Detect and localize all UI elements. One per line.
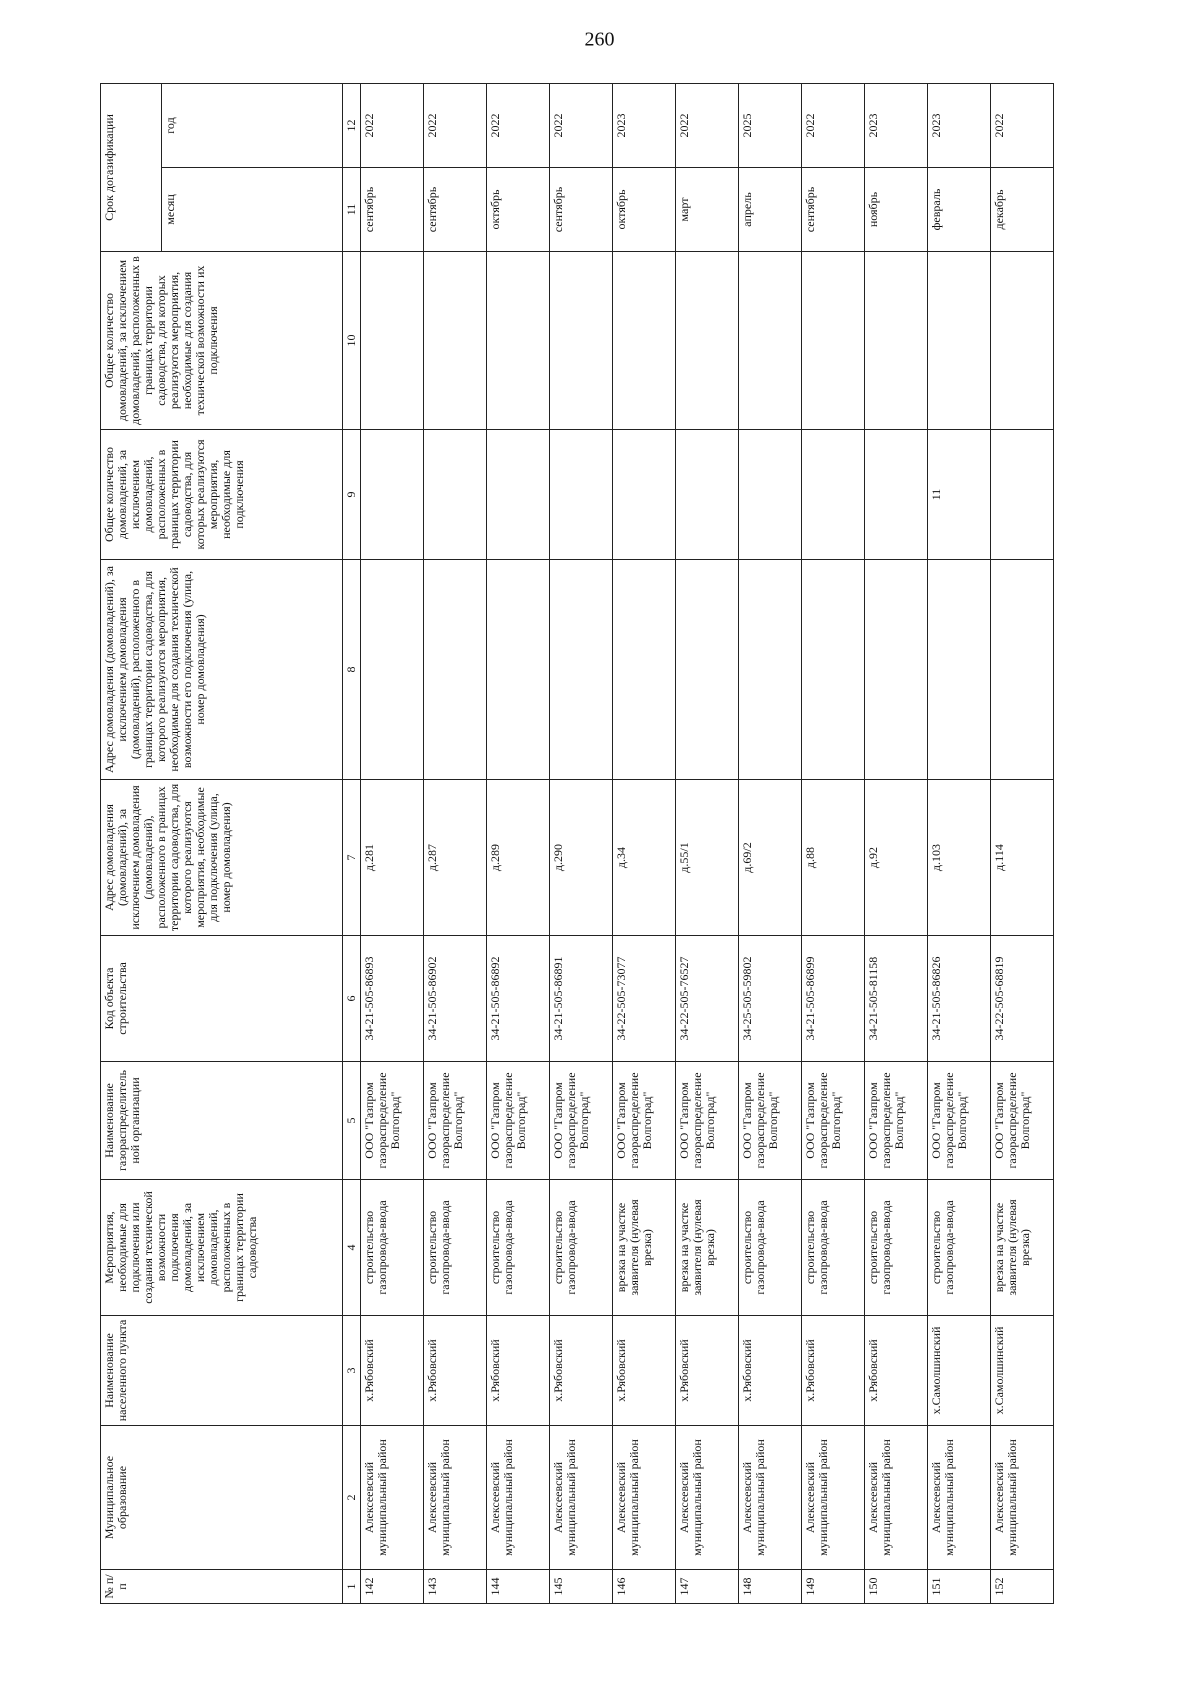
table-row [739,83,802,1603]
municipality-cell: Алексеевский муниципальный район [928,1426,991,1570]
column-number: 11 [343,168,361,252]
object-code-cell: 34-21-505-86902 [424,936,487,1062]
column-number: 3 [343,1316,361,1426]
column-number: 9 [343,430,361,560]
count-connection-cell [487,430,550,560]
municipality-cell: Алексеевский муниципальный район [865,1426,928,1570]
table-row [802,83,865,1603]
address-connection-cell: д.34 [613,780,676,936]
table-row [361,83,424,1603]
row-number: 143 [424,1570,487,1604]
measure-cell: строительство газопровода-ввода [424,1180,487,1316]
count-capability-cell [739,252,802,430]
address-connection-cell: д.55/1 [676,780,739,936]
count-capability-cell [865,252,928,430]
count-capability-cell [991,252,1054,430]
month-cell: сентябрь [802,168,865,252]
count-capability-cell [487,252,550,430]
year-cell: 2023 [865,83,928,167]
year-cell: 2022 [550,83,613,167]
table-header-row [101,83,162,1603]
municipality-cell: Алексеевский муниципальный район [487,1426,550,1570]
month-cell: декабрь [991,168,1054,252]
gas-org-cell: ООО "Газпром газораспределение Волгоград" [361,1062,424,1180]
column-number: 2 [343,1426,361,1570]
header-count-connection: Общее количество домовладений, за исключением домовладений, расположенных в границах территории садоводства, для которых реализуются мероприятия, необходимые для подключения [101,430,343,560]
gas-org-cell: ООО "Газпром газораспределение Волгоград" [991,1062,1054,1180]
row-number: 151 [928,1570,991,1604]
settlement-cell: х.Рябовский [739,1316,802,1426]
gas-org-cell: ООО "Газпром газораспределение Волгоград" [802,1062,865,1180]
year-cell: 2023 [928,83,991,167]
count-connection-cell [361,430,424,560]
gas-org-cell: ООО "Газпром газораспределение Волгоград" [487,1062,550,1180]
measure-cell: врезка на участке заявителя (нулевая врезка) [991,1180,1054,1316]
gas-org-cell: ООО "Газпром газораспределение Волгоград" [676,1062,739,1180]
header-address-capability: Адрес домовладения (домовладений), за исключением домовладения (домовладений), расположенного в границах территории садоводства, для которого реализуются мероприятия, необходимые для создания технической возможности его подключения (улица, номер домовладения) [101,560,343,780]
object-code-cell: 34-21-505-86893 [361,936,424,1062]
header-measures: Мероприятия, необходимые для подключения или создания технической возможности подключения домовладений, за исключением домовладений, расположенных в границах территории садоводства [101,1180,343,1316]
table-row [613,83,676,1603]
settlement-cell: х.Рябовский [424,1316,487,1426]
object-code-cell: 34-22-505-68819 [991,936,1054,1062]
column-number: 1 [343,1570,361,1604]
month-cell: ноябрь [865,168,928,252]
month-cell: сентябрь [361,168,424,252]
measure-cell: врезка на участке заявителя (нулевая врезка) [613,1180,676,1316]
row-number: 148 [739,1570,802,1604]
row-number: 152 [991,1570,1054,1604]
object-code-cell: 34-22-505-76527 [676,936,739,1062]
column-number: 7 [343,780,361,936]
address-connection-cell: д.92 [865,780,928,936]
column-number: 5 [343,1062,361,1180]
row-number: 144 [487,1570,550,1604]
row-number: 142 [361,1570,424,1604]
address-connection-cell: д.289 [487,780,550,936]
municipality-cell: Алексеевский муниципальный район [361,1426,424,1570]
count-connection-cell [613,430,676,560]
address-capability-cell [550,560,613,780]
address-connection-cell: д.69/2 [739,780,802,936]
settlement-cell: х.Самолшинский [991,1316,1054,1426]
measure-cell: строительство газопровода-ввода [361,1180,424,1316]
address-capability-cell [928,560,991,780]
month-cell: февраль [928,168,991,252]
count-connection-cell [865,430,928,560]
table-row [487,83,550,1603]
address-capability-cell [739,560,802,780]
address-connection-cell: д.88 [802,780,865,936]
count-connection-cell [424,430,487,560]
year-cell: 2022 [802,83,865,167]
count-connection-cell [676,430,739,560]
address-capability-cell [361,560,424,780]
settlement-cell: х.Рябовский [613,1316,676,1426]
column-number: 12 [343,83,361,167]
count-capability-cell [424,252,487,430]
settlement-cell: х.Рябовский [676,1316,739,1426]
count-capability-cell [613,252,676,430]
count-connection-cell [739,430,802,560]
measure-cell: строительство газопровода-ввода [487,1180,550,1316]
table-row [991,83,1054,1603]
object-code-cell: 34-22-505-73077 [613,936,676,1062]
municipality-cell: Алексеевский муниципальный район [424,1426,487,1570]
table-row [928,83,991,1603]
table-row [550,83,613,1603]
gas-org-cell: ООО "Газпром газораспределение Волгоград" [865,1062,928,1180]
gasification-register-table [100,83,1054,1604]
header-deadline: Срок догазификации [101,83,162,251]
object-code-cell: 34-21-505-81158 [865,936,928,1062]
municipality-cell: Алексеевский муниципальный район [991,1426,1054,1570]
address-capability-cell [991,560,1054,780]
count-capability-cell [802,252,865,430]
year-cell: 2022 [487,83,550,167]
object-code-cell: 34-25-505-59802 [739,936,802,1062]
year-cell: 2022 [676,83,739,167]
row-number: 145 [550,1570,613,1604]
month-cell: октябрь [613,168,676,252]
count-capability-cell [928,252,991,430]
gas-org-cell: ООО "Газпром газораспределение Волгоград" [613,1062,676,1180]
table-row [865,83,928,1603]
header-gas-org: Наименование газораспределитель ной организации [101,1062,343,1180]
object-code-cell: 34-21-505-86891 [550,936,613,1062]
address-capability-cell [424,560,487,780]
settlement-cell: х.Самолшинский [928,1316,991,1426]
year-cell: 2022 [361,83,424,167]
address-capability-cell [487,560,550,780]
object-code-cell: 34-21-505-86899 [802,936,865,1062]
month-cell: октябрь [487,168,550,252]
address-capability-cell [865,560,928,780]
page-number: 260 [584,28,615,51]
row-number: 146 [613,1570,676,1604]
row-number: 149 [802,1570,865,1604]
header-address-connection: Адрес домовладения (домовладений), за исключением домовладения (домовладений), расположенного в границах территории садоводства, для которого реализуются мероприятия, необходимые для подключения (улица, номер домовладения) [101,780,343,936]
count-connection-cell [991,430,1054,560]
measure-cell: строительство газопровода-ввода [928,1180,991,1316]
measure-cell: строительство газопровода-ввода [550,1180,613,1316]
header-year: год [162,83,343,167]
municipality-cell: Алексеевский муниципальный район [613,1426,676,1570]
column-number: 10 [343,252,361,430]
settlement-cell: х.Рябовский [550,1316,613,1426]
rotated-page [100,28,1140,1604]
count-connection-cell [802,430,865,560]
table-row [424,83,487,1603]
header-month: месяц [162,168,343,252]
count-capability-cell [676,252,739,430]
row-number: 150 [865,1570,928,1604]
count-connection-cell: 11 [928,430,991,560]
address-connection-cell: д.281 [361,780,424,936]
municipality-cell: Алексеевский муниципальный район [676,1426,739,1570]
month-cell: апрель [739,168,802,252]
address-capability-cell [676,560,739,780]
header-settlement: Наименование населенного пункта [101,1316,343,1426]
month-cell: март [676,168,739,252]
object-code-cell: 34-21-505-86892 [487,936,550,1062]
row-number: 147 [676,1570,739,1604]
measure-cell: строительство газопровода-ввода [865,1180,928,1316]
settlement-cell: х.Рябовский [802,1316,865,1426]
header-municipality: Муниципальное образование [101,1426,343,1570]
address-capability-cell [802,560,865,780]
count-capability-cell [361,252,424,430]
column-number: 6 [343,936,361,1062]
address-capability-cell [613,560,676,780]
settlement-cell: х.Рябовский [361,1316,424,1426]
gas-org-cell: ООО "Газпром газораспределение Волгоград" [739,1062,802,1180]
count-connection-cell [550,430,613,560]
year-cell: 2022 [424,83,487,167]
address-connection-cell: д.103 [928,780,991,936]
year-cell: 2025 [739,83,802,167]
count-capability-cell [550,252,613,430]
settlement-cell: х.Рябовский [487,1316,550,1426]
column-number-row [343,83,361,1603]
measure-cell: строительство газопровода-ввода [802,1180,865,1316]
table-row [676,83,739,1603]
gas-org-cell: ООО "Газпром газораспределение Волгоград" [928,1062,991,1180]
column-number: 8 [343,560,361,780]
year-cell: 2023 [613,83,676,167]
header-count-capability: Общее количество домовладений, за исключением домовладений, расположенных в границах территории садоводства, для которых реализуются мероприятия, необходимые для создания технической возможности их подключения [101,252,343,430]
measure-cell: строительство газопровода-ввода [739,1180,802,1316]
measure-cell: врезка на участке заявителя (нулевая врезка) [676,1180,739,1316]
year-cell: 2022 [991,83,1054,167]
month-cell: сентябрь [424,168,487,252]
header-object-code: Код объекта строительства [101,936,343,1062]
municipality-cell: Алексеевский муниципальный район [802,1426,865,1570]
address-connection-cell: д.114 [991,780,1054,936]
column-number: 4 [343,1180,361,1316]
settlement-cell: х.Рябовский [865,1316,928,1426]
month-cell: сентябрь [550,168,613,252]
header-number: № п/п [101,1570,343,1604]
gas-org-cell: ООО "Газпром газораспределение Волгоград" [424,1062,487,1180]
gas-org-cell: ООО "Газпром газораспределение Волгоград" [550,1062,613,1180]
address-connection-cell: д.287 [424,780,487,936]
address-connection-cell: д.290 [550,780,613,936]
municipality-cell: Алексеевский муниципальный район [550,1426,613,1570]
object-code-cell: 34-21-505-86826 [928,936,991,1062]
municipality-cell: Алексеевский муниципальный район [739,1426,802,1570]
